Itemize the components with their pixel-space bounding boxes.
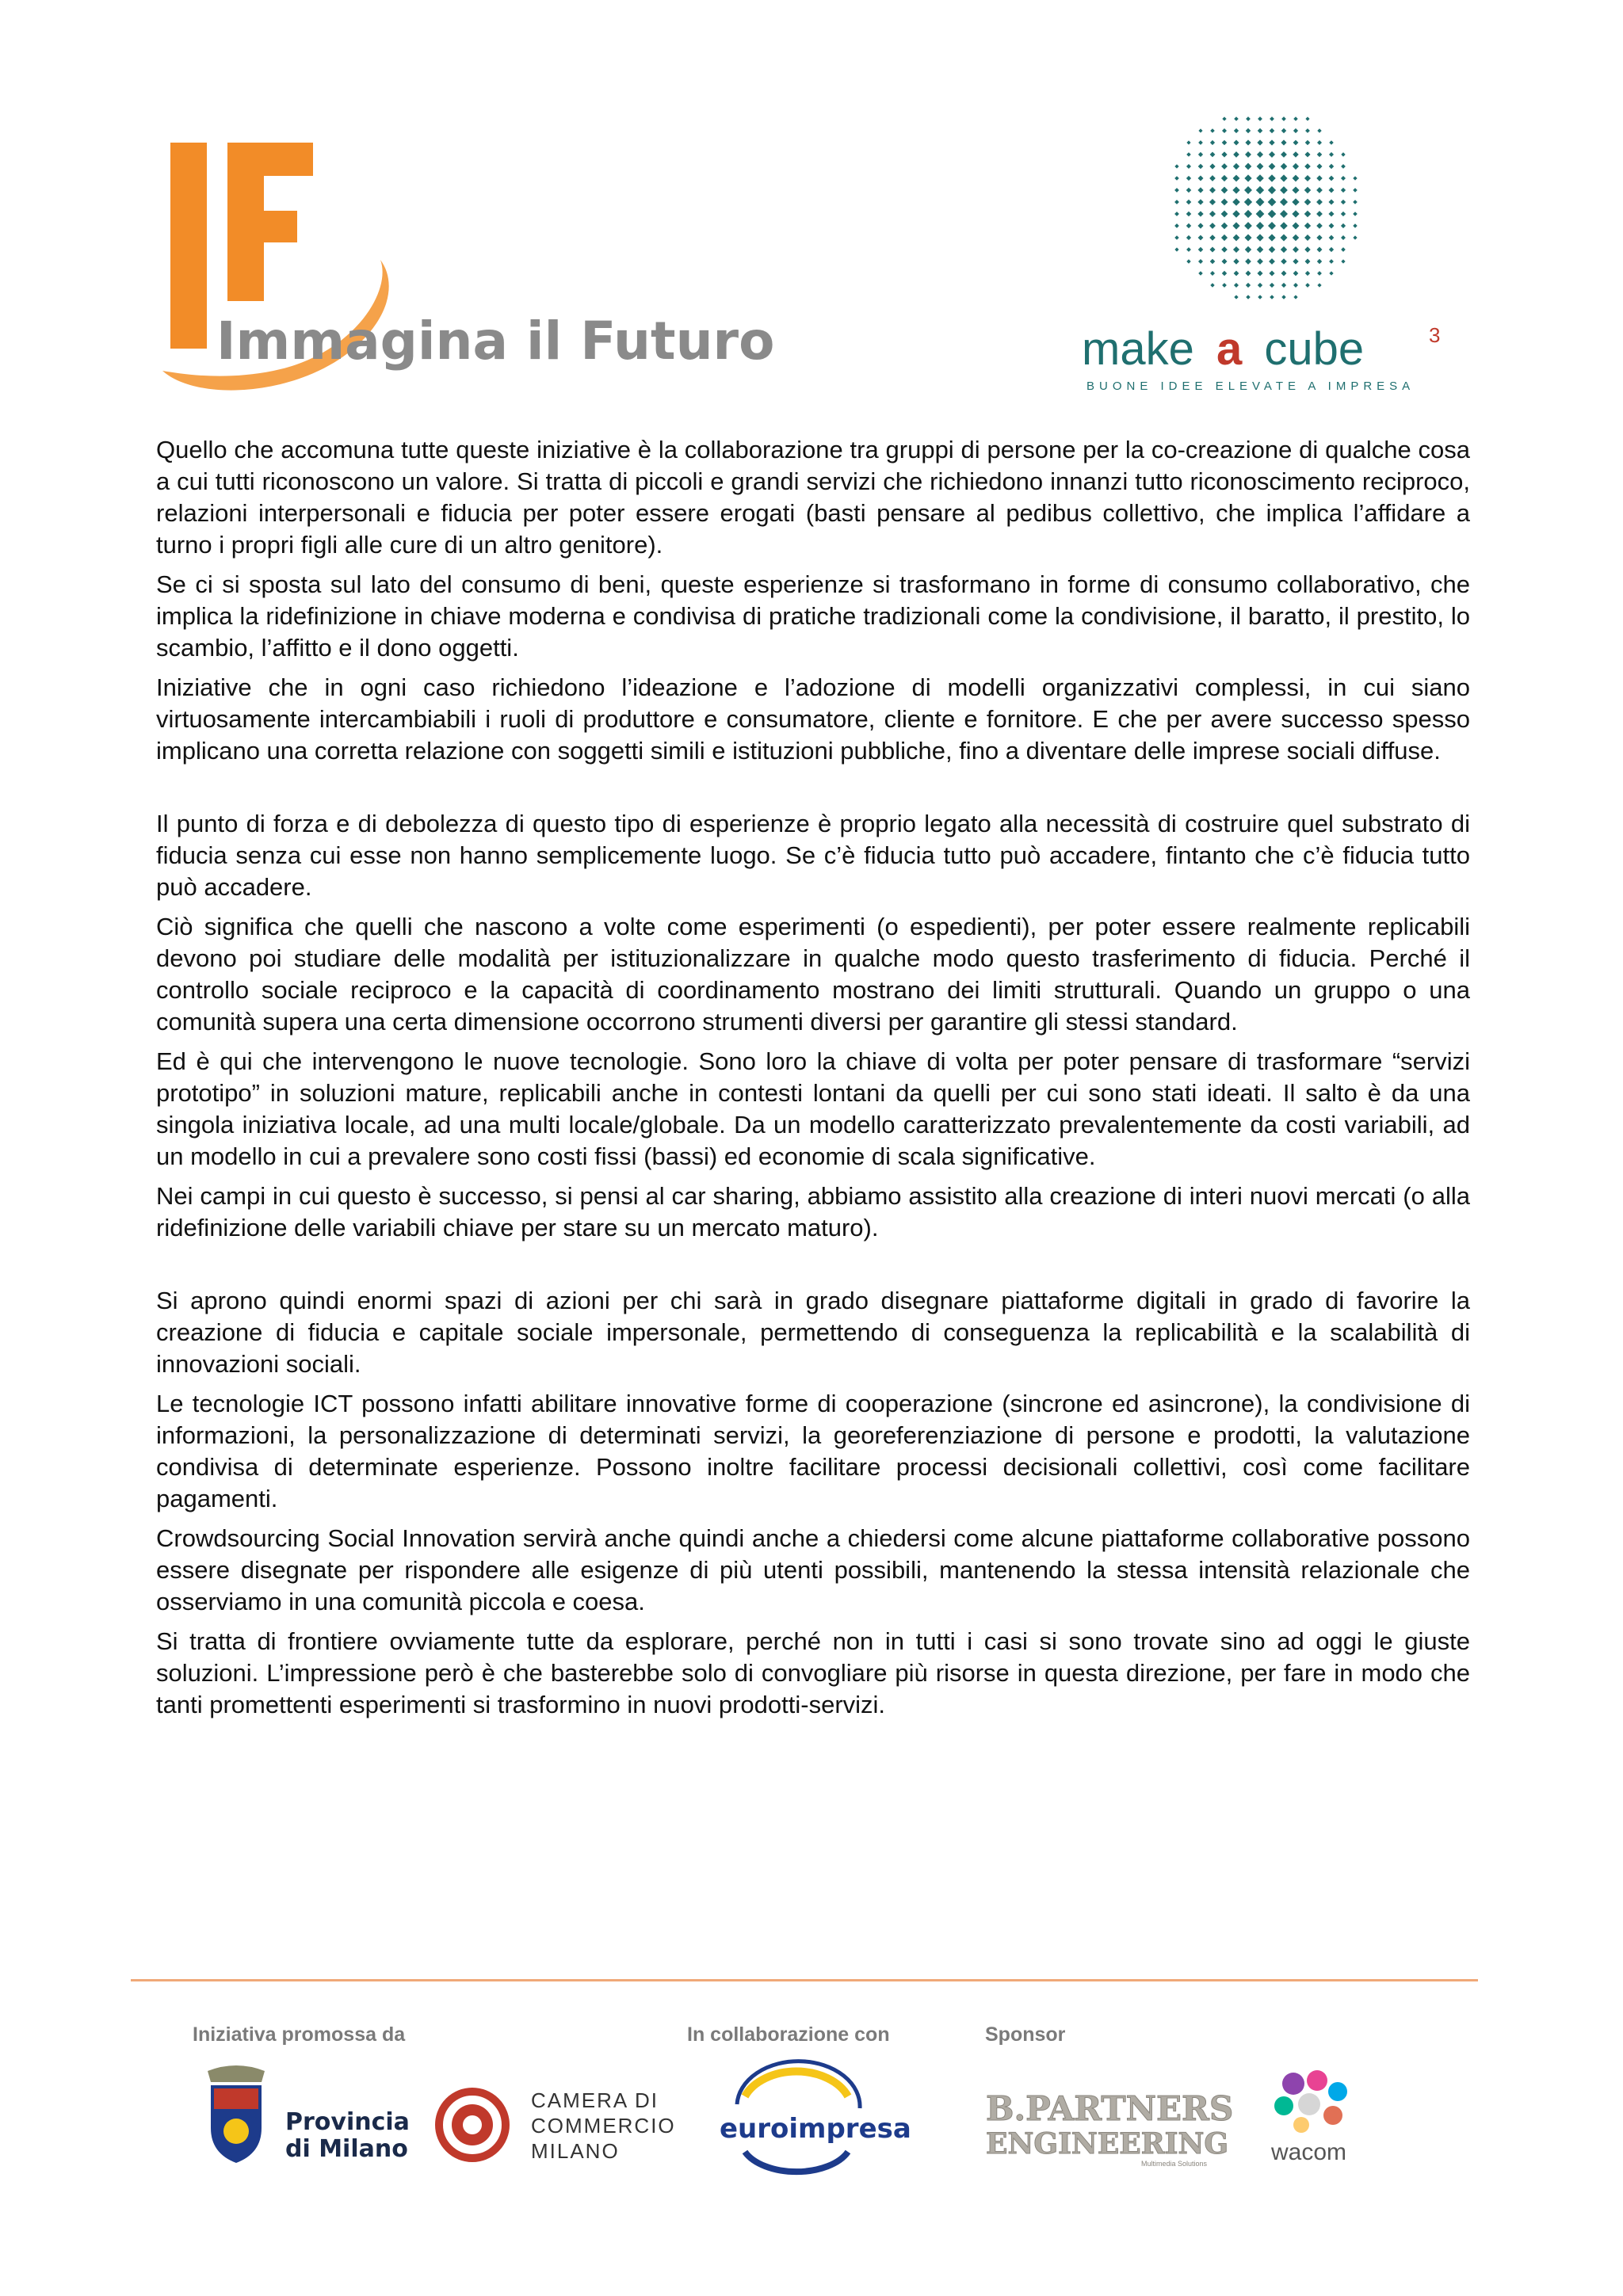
cube-dot [1305,283,1310,288]
cube-dot [1341,259,1345,263]
cube-dot [1186,235,1191,240]
cube-dot [1304,246,1310,252]
cube-dot [1293,140,1299,146]
cube-dot [1256,210,1265,219]
cube-dot [1210,152,1216,158]
cube-dot [1305,128,1310,133]
cube-dot [1221,151,1227,157]
cube-dot [1222,283,1227,288]
cube-dot [1281,295,1285,299]
cube-dot [1197,199,1203,204]
euroimpresa-logo [713,2073,911,2176]
cube-dot [1257,163,1264,170]
cube-dot [1293,151,1299,158]
cube-dot [1293,223,1300,230]
cube-dot [1329,164,1334,169]
cube-dot [1210,259,1216,265]
cube-dot [1353,176,1357,180]
cube-dot [1234,295,1238,299]
cube-dot [1221,163,1228,170]
cube-dot [1186,212,1192,217]
cube-dot [1209,223,1216,229]
cube-dot [1270,295,1274,299]
wacom-dots-icon [1274,2070,1347,2133]
cube-dot [1353,212,1358,216]
cube-dot [1293,258,1298,264]
cube-dot [1210,271,1215,276]
cube-dot [1198,176,1204,181]
cube-dot [1210,283,1214,287]
cube-dot [1270,128,1275,134]
cube-dot [1209,199,1216,205]
cube-dot [1304,175,1311,181]
cube-dot [1281,128,1286,133]
cube-dot [1280,174,1287,181]
cube-dot [1246,271,1251,277]
svg-text:CAMERA DI: CAMERA DI [531,2088,659,2112]
cube-dot [1221,246,1228,253]
cube-dot [1174,188,1179,193]
wacom-logo [1260,2066,1371,2169]
cube-dot [1341,188,1346,193]
cube-dot [1244,174,1251,181]
cube-dot [1174,223,1179,228]
camera-commercio-emblem-icon [439,2092,506,2158]
svg-text:BUONE IDEE ELEVATE A IMPRESA: BUONE IDEE ELEVATE A IMPRESA [1086,379,1415,393]
cube-dot [1221,223,1228,230]
cube-dot [1304,223,1311,229]
camera-di-commercio-logo [436,2084,674,2171]
svg-text:COMMERCIO: COMMERCIO [531,2114,676,2138]
cube-dot [1316,187,1323,193]
cube-dot [1281,139,1286,145]
cube-dot [1304,211,1312,218]
cube-dot [1293,175,1300,182]
cube-dot [1221,258,1227,264]
cube-dot [1317,259,1322,264]
cube-dot [1353,235,1357,239]
cube-dot [1221,175,1228,181]
cube-dot [1174,176,1179,181]
cube-dot [1197,211,1203,216]
cube-dot [1174,247,1178,251]
cube-dot [1269,246,1276,254]
cube-dot [1293,116,1297,120]
cube-dot [1329,259,1334,264]
cube-dot [1244,186,1252,194]
cube-dot [1305,116,1309,120]
cube-dot [1256,222,1264,230]
cube-dot [1245,246,1251,253]
cube-dot [1198,140,1203,145]
cube-dot [1341,200,1346,204]
cube-dot [1246,116,1251,121]
paragraph: Quello che accomuna tutte queste iniziative è la collaborazione tra gruppi di persone per la co-creazione di qualche cosa a cui tutti riconoscono un valore. Si tratta di piccoli e grandi servizi che richiedono innanzi tutto riconoscimento reciproco, relazioni interpersonali e fiducia per poter essere erogati (basti pensare al pedibus collettivo, che implica l’affidare a turno i propri figli alle cure di un altro genitore). [156,436,1470,559]
cube-dot [1256,198,1265,207]
cube-dot [1257,270,1262,276]
cube-dot [1222,116,1226,120]
paragraph: Iniziative che in ogni caso richiedono l’ideazione e l’adozione di modelli organizzativi complessi, in cui siano virtuosamente intercambiabili i ruoli di produttore e consumatore, cliente e fornitore. E che per avere successo spesso implicano una corretta relazione con soggetti simili e istituzioni pubbliche, fino a diventare delle imprese sociali diffuse. [156,673,1470,765]
cube-dot [1257,258,1263,265]
cube-dot [1186,140,1190,144]
cube-dot [1353,223,1357,227]
cube-dot [1197,223,1203,228]
cube-dot [1341,212,1346,216]
cube-dot [1293,235,1299,241]
cube-dot [1198,259,1203,264]
cube-dot [1317,140,1322,145]
cube-dot [1292,210,1299,217]
cube-dot [1244,198,1252,206]
cube-dot [1221,211,1228,218]
paragraph: Crowdsourcing Social Innovation servirà anche quindi anche a chiedersi come alcune piattaforme collaborative possono essere disegnate per rispondere alle esigenze di più utenti possibili, mantenendo la stessa intensità relazionale che osserviamo in una comunità piccola e coesa. [156,1524,1470,1615]
paragraph: Il punto di forza e di debolezza di questo tipo di esperienze è proprio legato alla necessità di costruire quel substrato di fiducia senza cui esse non hanno semplicemente luogo. Se c’è fiducia tutto può accadere, fintanto che c’è fiducia tutto può accadere. [156,810,1470,901]
cube-dot [1198,128,1202,132]
cube-dot [1316,163,1322,169]
cube-dot [1256,174,1264,182]
cube-dot [1353,188,1358,193]
cube-dot [1270,283,1274,288]
cube-dot [1222,271,1227,276]
cube-dot [1268,186,1276,194]
paragraph: Le tecnologie ICT possono infatti abilitare innovative forme di cooperazione (sincrone ed asincrone), la condivisione di informazioni, la personalizzazione di determinati servizi, la georeferenziazione di persone e prodotti, la valutazione condivisa di determinate esperienze. Possono inoltre facilitare processi decisionali collettivi, così come facilitare pagamenti. [156,1390,1470,1512]
cube-dot [1198,152,1203,157]
cube-dot [1268,210,1277,219]
if-letter-f-mid [227,211,297,242]
cube-dot [1280,222,1288,230]
if-logo-text: Immagina il Futuro [216,311,775,372]
cube-dot [1174,200,1179,204]
cube-dot [1329,271,1333,275]
cube-dot [1268,198,1277,207]
cube-dot [1234,140,1239,146]
cube-dot [1186,223,1191,228]
cube-dot [1292,198,1299,205]
cube-dot [1293,163,1299,170]
cube-dot [1258,283,1262,288]
cube-dot [1317,128,1321,132]
cube-dot [1210,140,1215,145]
cube-dot [1257,246,1264,254]
cube-dot [1268,174,1276,182]
svg-text:Provincia: Provincia [285,2108,410,2136]
cube-dot [1233,246,1239,253]
cube-dot [1233,235,1240,242]
cube-dot [1256,234,1263,241]
cube-dot [1268,222,1276,230]
cube-dot [1270,116,1274,121]
cube-dot [1245,163,1252,170]
article-body [156,434,1470,1729]
cube-dot [1186,200,1192,205]
cube-dot [1305,140,1310,145]
cube-dot [1341,152,1345,156]
cube-dot [1328,199,1334,204]
cube-dot [1281,258,1287,265]
cube-dot [1221,235,1228,241]
cube-dot [1316,235,1322,240]
cube-dot [1209,211,1216,217]
cube-dot [1281,151,1287,158]
cube-dot [1304,199,1312,206]
cube-dot [1221,199,1228,206]
cube-dot [1281,163,1288,170]
cube-dot [1174,212,1179,216]
cube-dot [1329,176,1335,181]
cube-dot [1256,186,1264,194]
cube-dot [1234,271,1239,277]
cube-dot [1198,247,1203,252]
cube-dot [1293,128,1298,133]
cube-dot [1341,223,1346,228]
cube-dot [1232,210,1240,218]
cube-dot [1304,163,1311,170]
cube-dot [1232,222,1239,229]
cube-dot [1281,235,1288,242]
cube-dot [1186,188,1191,193]
cube-dot [1233,163,1239,170]
provincia-crest-icon [208,2065,265,2163]
paragraph: Se ci si sposta sul lato del consumo di beni, queste esperienze si trasformano in forme di consumo collaborativo, che implica la ridefinizione in chiave moderna e condivisa di pratiche tradizionali come la condivisione, il baratto, il prestito, lo scambio, l’affitto e il dono oggetti. [156,570,1470,662]
svg-text:di Milano: di Milano [285,2135,408,2163]
cube-dot [1269,270,1274,276]
cube-dot [1174,164,1178,168]
cube-dot [1246,283,1251,288]
cube-dot [1246,128,1251,133]
make-a-cube-logo [1074,95,1454,412]
cube-dot [1233,258,1239,264]
cube-dot [1221,187,1228,194]
svg-text:euroimpresa: euroimpresa [720,2113,911,2145]
cube-dot [1222,128,1227,133]
if-letter-i [170,143,207,349]
cube-dot [1269,151,1275,158]
cube-dot [1210,128,1215,133]
cube-dot [1328,211,1334,216]
cube-dot [1245,258,1251,265]
cube-dot [1197,187,1203,193]
cube-dot [1198,164,1204,170]
footer-divider [131,1979,1478,1981]
cube-dot [1353,200,1358,204]
cube-dot [1329,223,1335,229]
sponsor-label: Sponsor [985,2023,1066,2046]
cube-dot [1186,176,1191,181]
cube-dot [1222,140,1228,146]
bpartners-engineering-logo [983,2081,1234,2168]
cube-dot [1329,152,1334,157]
provincia-di-milano-logo [198,2065,412,2168]
cube-dot [1316,211,1323,217]
cube-dot [1186,164,1191,169]
immagina-il-futuro-logo [155,133,775,402]
cube-dot [1186,247,1191,252]
svg-text:3: 3 [1429,323,1441,347]
cube-dot [1257,151,1263,158]
cube-dot [1257,139,1262,145]
cube-dot [1269,258,1275,265]
cube-dot [1246,295,1251,299]
cube-dot [1244,222,1252,230]
cube-dot [1305,271,1310,276]
cube-dot [1329,247,1334,252]
cube-sphere-icon [1174,116,1358,299]
cube-dot [1304,235,1311,241]
cube-dot [1341,176,1346,181]
promoted-by-label: Iniziativa promossa da [193,2023,406,2046]
cube-dot [1293,246,1299,253]
paragraph: Ciò significa che quelli che nascono a volte come esperimenti (o espedienti), per poter essere realmente replicabili devono poi studiare delle modalità per istituzionalizzare in qualche modo questo trasferimento di fiducia. Perché il controllo sociale reciproco e la capacità di coordinamento mostrano dei limiti strutturali. Quando un gruppo o una comunità supera una certa dimensione occorrono strumenti diversi per garantire gli stessi standard. [156,913,1470,1035]
svg-text:wacom: wacom [1271,2139,1347,2165]
cube-dot [1209,246,1215,252]
cube-dot [1258,116,1262,121]
cube-dot [1329,140,1334,145]
cube-dot [1258,295,1262,299]
svg-text:Multimedia Solutions: Multimedia Solutions [1141,2160,1208,2168]
cube-dot [1293,283,1298,288]
cube-dot [1281,271,1287,277]
cube-dot [1304,187,1311,193]
cube-dot [1304,151,1310,157]
cube-dot [1281,246,1287,253]
cube-dot [1329,188,1335,193]
paragraph: Si tratta di frontiere ovviamente tutte da esplorare, perché non in tutti i casi si sono trovate sino ad oggi le giuste soluzioni. L’impressione però è che basterebbe solo di convogliare più risorse in questa direzione, per fare in modo che tanti promettenti esperimenti si trasformino in nuovi prodotti-servizi. [156,1627,1470,1718]
cube-dot [1234,128,1239,133]
cube-dot [1341,247,1346,252]
cube-dot [1269,139,1274,145]
cube-dot [1174,235,1178,239]
collaboration-label: In collaborazione con [687,2023,890,2046]
cube-dot [1258,128,1263,134]
cube-dot [1244,234,1251,241]
cube-dot [1198,271,1203,276]
cube-dot [1233,151,1239,158]
cube-dot [1209,187,1216,193]
cube-dot [1329,235,1335,241]
cube-dot [1198,235,1204,241]
cube-dot [1317,247,1323,253]
paragraph: Ed è qui che intervengono le nuove tecnologie. Sono loro la chiave di volta per poter pensare di trasformare “servizi prototipo” in soluzioni mature, replicabili anche in contesti lontani da quelli per cui sono stati ideati. Il salto è da una singola iniziativa locale, ad una multi locale/globale. Da un modello caratterizzato prevalentemente da costi variabili, ad un modello in cui a prevalere sono costi fissi (bassi) ed economie di scala significative. [156,1047,1470,1170]
cube-dot [1209,175,1216,181]
cube-dot [1341,235,1346,240]
cube-dot [1341,164,1346,169]
cube-dot [1234,283,1239,288]
cube-dot [1269,163,1276,170]
cube-dot [1281,283,1286,288]
cube-dot [1234,116,1239,121]
svg-text:MILANO: MILANO [531,2139,620,2163]
svg-text:ENGINEERING: ENGINEERING [986,2127,1229,2161]
cube-dot [1232,186,1239,193]
cube-dot [1233,175,1240,182]
cube-dot [1232,198,1240,206]
cube-dot [1317,283,1321,287]
cube-dot [1245,151,1251,158]
cube-dot [1316,175,1322,181]
cube-dot [1209,163,1215,169]
cube-dot [1292,186,1299,193]
svg-text:B.PARTNERS: B.PARTNERS [986,2089,1234,2128]
cube-dot [1280,186,1288,194]
cube-dot [1186,259,1190,263]
cube-dot [1268,234,1275,241]
svg-text:make a cube: make a cube [1082,323,1365,375]
cube-dot [1316,199,1323,205]
paragraph: Si aprono quindi enormi spazi di azioni per chi sarà in grado disegnare piattaforme digitali in grado di favorire la creazione di fiducia e capitale sociale impersonale, permettendo di conseguenza la replicabilità e la scalabilità di innovazioni sociali. [156,1287,1470,1378]
cube-dot [1293,295,1297,299]
cube-dot [1293,271,1299,277]
if-letter-f-top [227,143,313,176]
cube-dot [1317,152,1323,158]
paragraph: Nei campi in cui questo è successo, si pensi al car sharing, abbiamo assistito alla creazione di interi nuovi mercati (o alla ridefinizione delle variabili chiave per stare su un mercato maturo). [156,1182,1470,1241]
cube-dot [1305,259,1311,265]
cube-dot [1245,139,1251,145]
cube-dot [1209,235,1216,241]
cube-dot [1281,116,1286,121]
cube-dot [1317,271,1322,276]
cube-dot [1280,210,1288,218]
cube-dot [1316,223,1323,229]
cube-dot [1244,210,1252,218]
cube-dot [1186,152,1191,157]
cube-dot [1280,198,1288,206]
